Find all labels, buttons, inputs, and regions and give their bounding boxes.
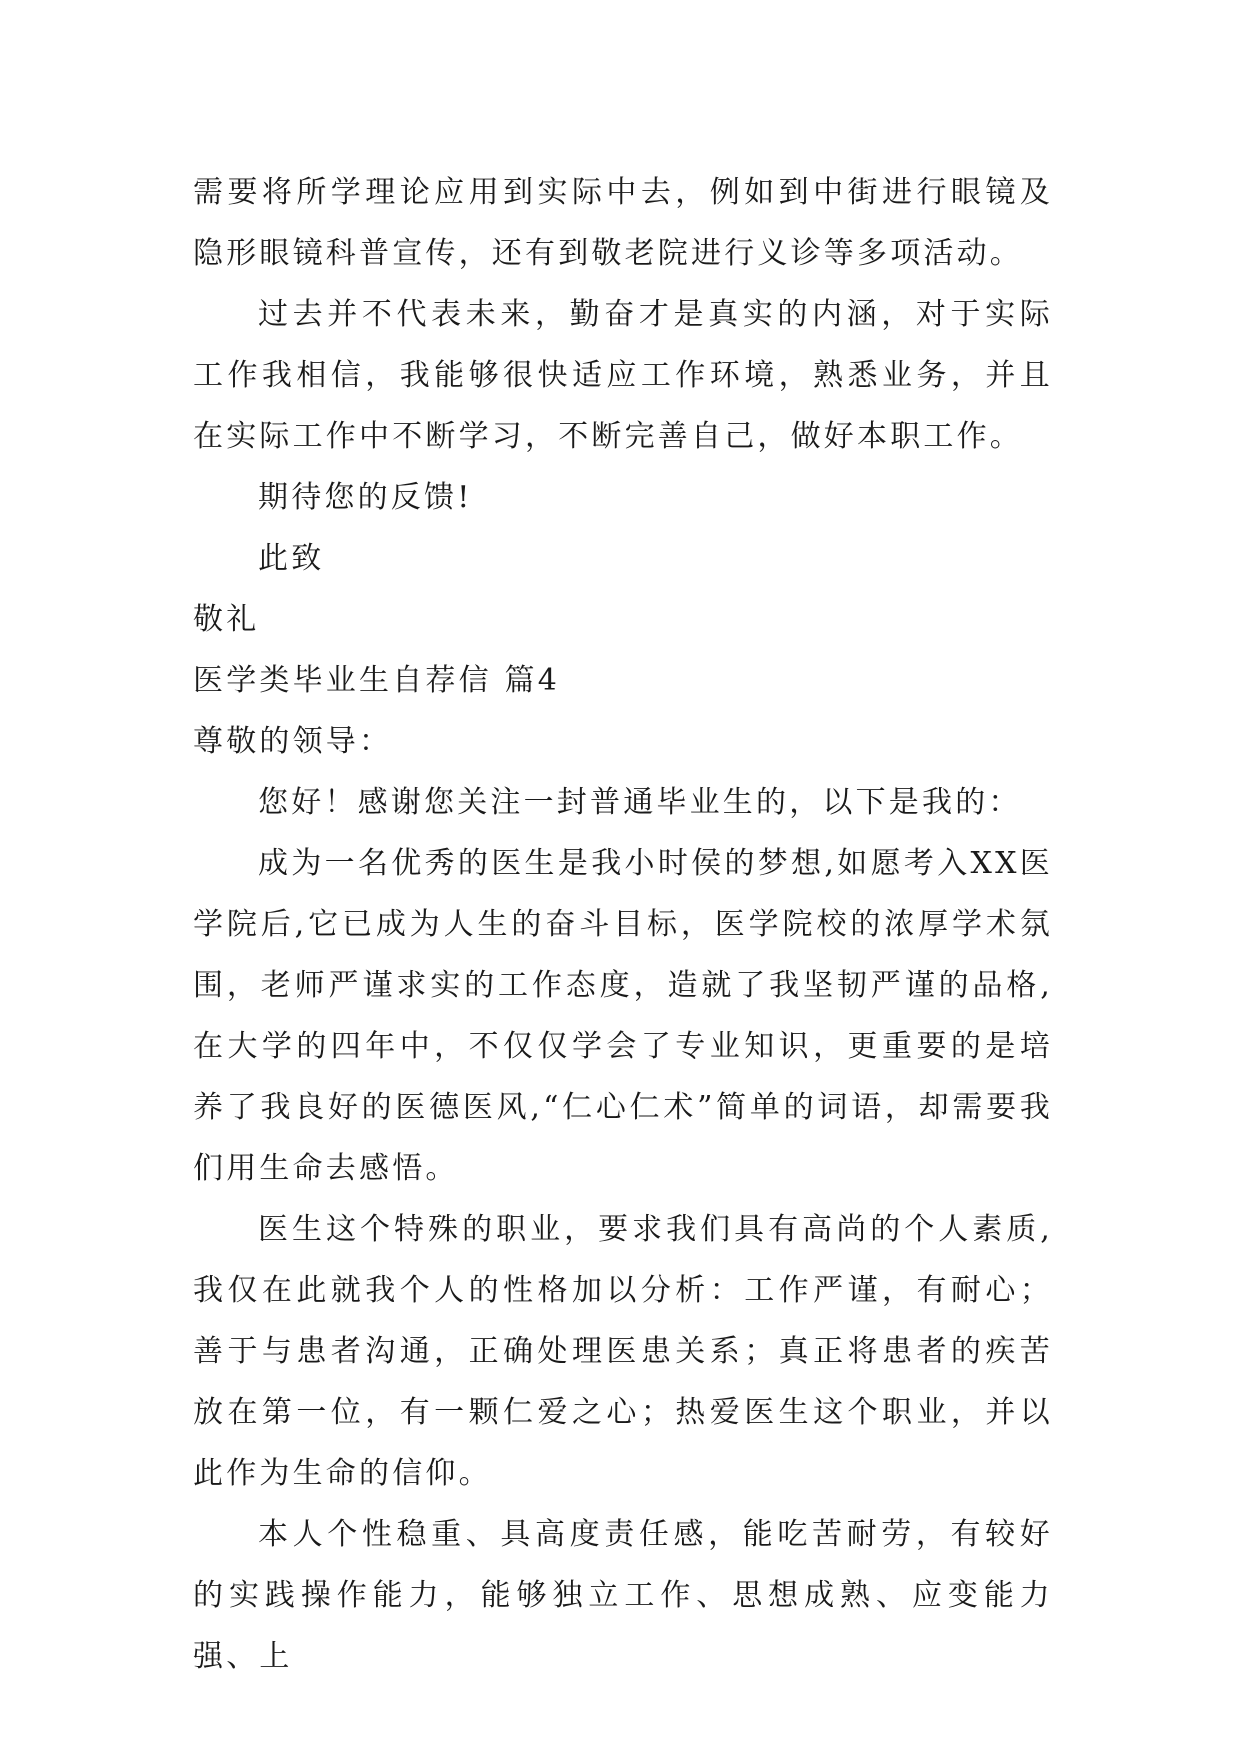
section-heading: 医学类毕业生自荐信 篇4 [193, 663, 561, 698]
paragraph-future: 过去并不代表未来，勤奋才是真实的内涵，对于实际工作我相信，我能够很快适应工作环境，熟悉业务，并且在实际工作中不断学习，不断完善自己，做好本职工作。 [193, 297, 1053, 454]
closing-regards: 敬礼 [193, 602, 260, 637]
paragraph-intro: 您好！感谢您关注一封普通毕业生的，以下是我的： [258, 785, 1022, 820]
paragraph-feedback: 期待您的反馈! [258, 480, 473, 515]
paragraph-personality: 医生这个特殊的职业，要求我们具有高尚的个人素质,我仅在此就我个人的性格加以分析：工作严谨，有耐心；善于与患者沟通，正确处理医患关系；真正将患者的疾苦放在第一位，有一颗仁爱之心；热爱医生这个职业，并以此作为生命的信仰。 [193, 1212, 1053, 1491]
paragraph-practice: 需要将所学理论应用到实际中去，例如到中街进行眼镜及隐形眼镜科普宣传，还有到敬老院进行义诊等多项活动。 [193, 175, 1053, 271]
closing-salutation: 此致 [258, 541, 325, 576]
paragraph-self-assessment: 本人个性稳重、具高度责任感，能吃苦耐劳，有较好的实践操作能力，能够独立工作、思想成熟、应变能力强、上 [193, 1517, 1053, 1674]
paragraph-dream: 成为一名优秀的医生是我小时侯的梦想,如愿考入XX医学院后,它已成为人生的奋斗目标，医学院校的浓厚学术氛围，老师严谨求实的工作态度，造就了我坚韧严谨的品格,在大学的四年中，不仅仅学会了专业知识，更重要的是培养了我良好的医德医风,“仁心仁术”简单的词语，却需要我们用生命去感悟。 [193, 846, 1053, 1186]
letter-body [193, 162, 1053, 1687]
greeting: 尊敬的领导： [193, 724, 393, 759]
